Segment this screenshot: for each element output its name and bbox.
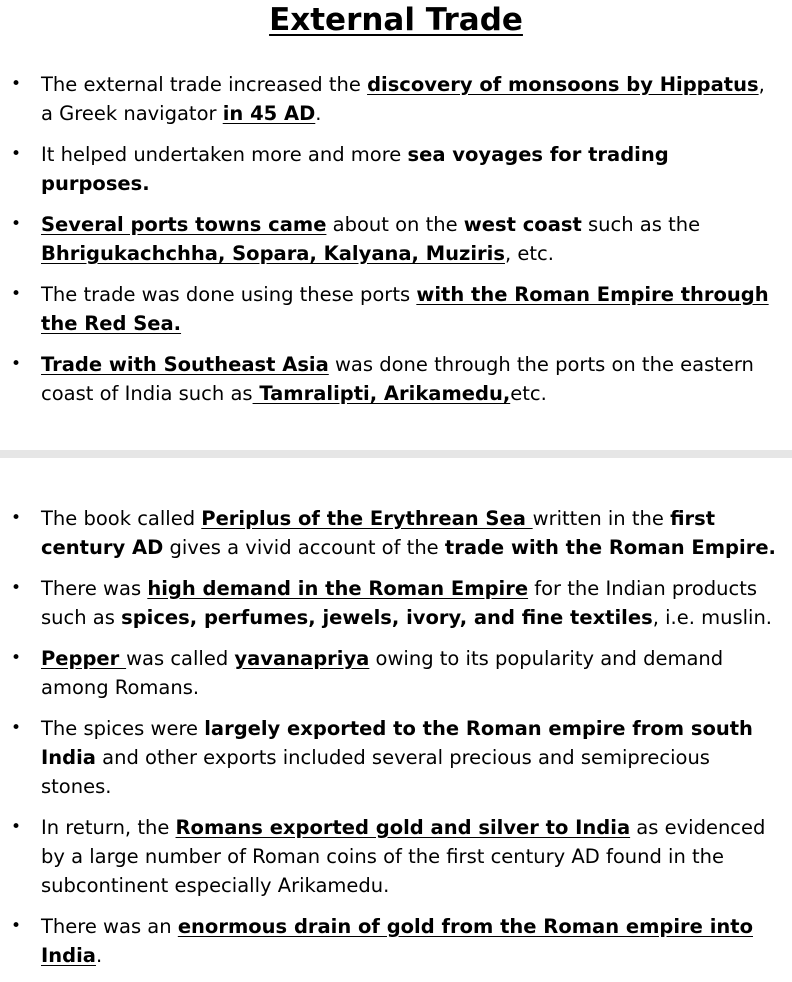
emphasis-text: Periplus of the Erythrean Sea (201, 507, 533, 530)
bullet-text: gives a vivid account of the (163, 536, 445, 559)
bullet-list (0, 70, 792, 420)
bullet-text: The external trade increased the (41, 73, 368, 96)
bullet-text: The book called (41, 507, 202, 530)
bullet-text: . (95, 944, 103, 967)
bullet-text: , a Greek navigator (41, 73, 765, 125)
bullet-text: and other exports included several precious and semiprecious stones. (41, 746, 710, 798)
emphasis-text: high demand in the Roman Empire (147, 577, 529, 600)
slide-divider (0, 450, 792, 458)
bullet-list (0, 504, 792, 982)
bullet-item (0, 350, 792, 408)
bullet-item (0, 210, 792, 268)
bullet-text: about on the (326, 213, 464, 236)
emphasis-text: in 45 AD (222, 102, 316, 125)
bullet-text: It helped undertaken more and more (41, 143, 408, 166)
emphasis-text: spices, perfumes, jewels, ivory, and fine textiles (121, 606, 653, 629)
emphasis-text: Trade with Southeast Asia (41, 353, 329, 376)
bullet-text: There was an (41, 915, 178, 938)
emphasis-text: Several ports towns came (41, 213, 327, 236)
bullet-text: was done through the ports on the eastern coast of India such as (41, 353, 754, 405)
bullet-text: written in the (532, 507, 671, 530)
emphasis-text: Bhrigukachchha, Sopara, Kalyana, Muziris (41, 242, 505, 265)
emphasis-text: Romans exported gold and silver to India (175, 816, 631, 839)
bullet-text: There was (41, 577, 148, 600)
slide-roman-trade (0, 458, 792, 967)
slide-external-trade (0, 0, 792, 450)
bullet-item (0, 813, 792, 900)
bullet-item (0, 70, 792, 128)
emphasis-text: west coast (463, 213, 582, 236)
emphasis-text: trade with the Roman Empire. (444, 536, 776, 559)
emphasis-text: Pepper (41, 647, 127, 670)
bullet-item (0, 280, 792, 338)
emphasis-text: yavanapriya (234, 647, 370, 670)
bullet-item (0, 644, 792, 702)
slide-title: External Trade (269, 2, 523, 38)
bullet-text: such as the (581, 213, 701, 236)
bullet-text: , etc. (504, 242, 554, 265)
bullet-text: was called (126, 647, 235, 670)
emphasis-text: largely exported to the Roman empire from south India (41, 717, 753, 769)
emphasis-text: enormous drain of gold from the Roman empire into India (41, 915, 753, 967)
bullet-text: The spices were (41, 717, 205, 740)
emphasis-text: discovery of monsoons by Hippatus (367, 73, 759, 96)
bullet-text: for the Indian products such as (41, 577, 758, 629)
emphasis-text: with the Roman Empire through the Red Sea. (41, 283, 769, 335)
emphasis-text: sea voyages for trading purposes. (41, 143, 669, 195)
bullet-text: In return, the (41, 816, 176, 839)
bullet-item (0, 912, 792, 970)
bullet-text: . (315, 102, 322, 125)
bullet-text: owing to its popularity and demand among Romans. (41, 647, 724, 699)
bullet-item (0, 140, 792, 198)
bullet-text: The trade was done using these ports (41, 283, 417, 306)
emphasis-text: first century AD (41, 507, 716, 559)
bullet-item (0, 504, 792, 562)
bullet-text: as evidenced by a large number of Roman coins of the first century AD found in the subcontinent especially Arikamedu. (41, 816, 766, 897)
bullet-text: , i.e. muslin. (652, 606, 773, 629)
bullet-text: etc. (510, 382, 547, 405)
emphasis-text: Tamralipti, Arikamedu, (252, 382, 511, 405)
bullet-item (0, 574, 792, 632)
bullet-item (0, 714, 792, 801)
